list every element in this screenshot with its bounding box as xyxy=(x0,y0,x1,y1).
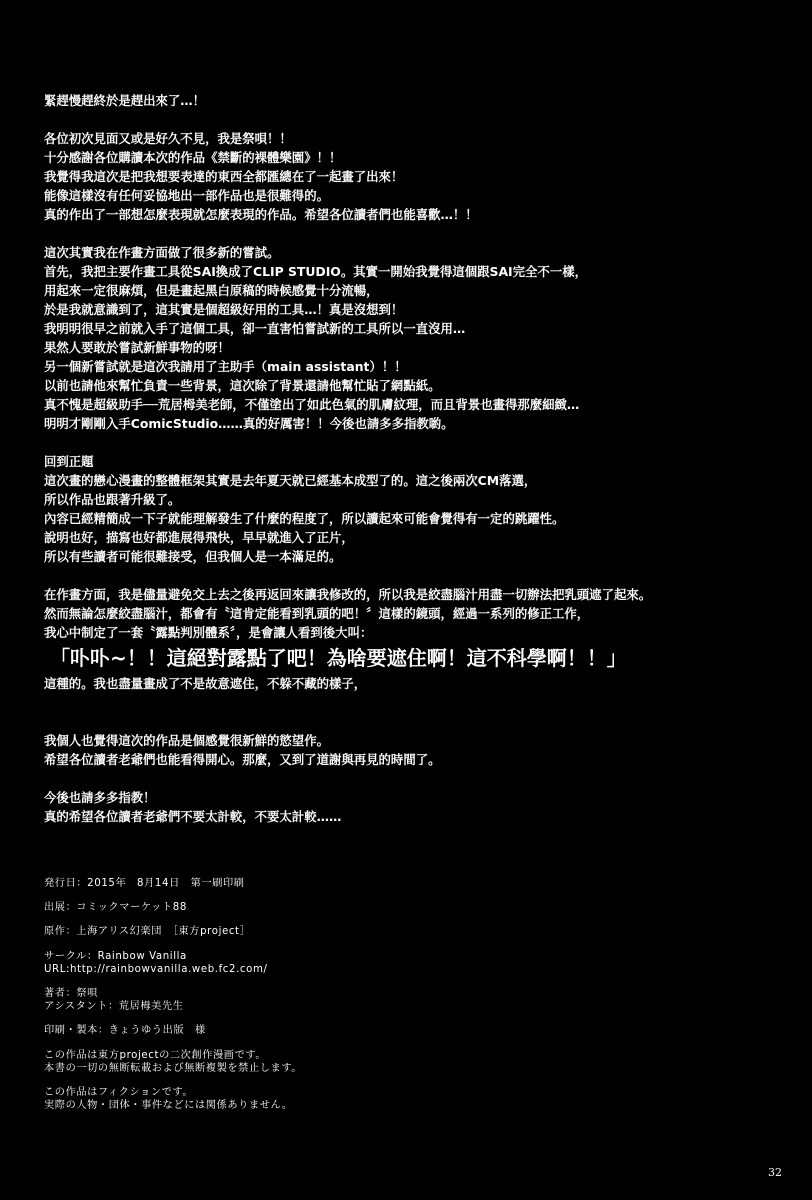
afterword-line: 我明明很早之前就入手了這個工具，卻一直害怕嘗試新的工具所以一直沒用… xyxy=(44,321,466,336)
afterword-line: 我覺得我這次是把我想要表達的東西全都匯總在了一起畫了出來！ xyxy=(44,169,404,184)
copyright-notice: 本書の一切の無断転載および無断複製を禁止します。 xyxy=(44,1062,303,1074)
copyright-notice: この作品は東方projectの二次創作漫画です。 xyxy=(44,1049,267,1061)
event-name: 出展：コミックマーケット88 xyxy=(44,902,187,914)
colophon xyxy=(44,877,644,1112)
author: 著者：祭唄 xyxy=(44,987,98,999)
afterword-line: 真不愧是超級助手──荒居栂美老師，不僅塗出了如此色氣的肌膚紋理，而且背景也畫得那麼細緻… xyxy=(44,397,580,412)
afterword-line: 十分感謝各位購讀本次的作品《禁斷的裸體樂園》！！ xyxy=(44,150,342,165)
afterword-line: 果然人要敢於嘗試新鮮事物的呀！ xyxy=(44,340,230,355)
afterword-line: 以前也請他來幫忙負責一些背景，這次除了背景還請他幫忙貼了網點紙。 xyxy=(44,378,441,393)
circle-name: サークル：Rainbow Vanilla xyxy=(44,950,187,962)
afterword-line: 緊趕慢趕終於是趕出來了…！ xyxy=(44,93,206,108)
printer: 印刷・製本：きょうゆう出版 様 xyxy=(44,1025,206,1037)
afterword-line: 用起來一定很麻煩，但是畫起黑白原稿的時候感覺十分流暢， xyxy=(44,283,379,298)
afterword-line: 所以作品也跟著升級了。 xyxy=(44,492,181,507)
afterword-line: 明明才剛剛入手ComicStudio……真的好厲害！！今後也請多多指教喲。 xyxy=(44,416,454,431)
afterword-line: 然而無論怎麼絞盡腦汁，都會有〝這肯定能看到乳頭的吧！〞這樣的鏡頭，經過一系列的修正工作， xyxy=(44,606,590,621)
afterword-line: 能像這樣沒有任何妥協地出一部作品也是很難得的。 xyxy=(44,188,329,203)
afterword-line: 這次其實我在作畫方面做了很多新的嘗試。 xyxy=(44,245,280,260)
fiction-notice: 実際の人物・団体・事件などには関係ありません。 xyxy=(44,1100,293,1112)
assistant: アシスタント：荒居栂美先生 xyxy=(44,1001,184,1013)
afterword-text xyxy=(44,91,784,826)
afterword-line: 於是我就意識到了，這其實是個超級好用的工具…！真是沒想到！ xyxy=(44,302,404,317)
circle-url: URL:http://rainbowvanilla.web.fc2.com/ xyxy=(44,963,268,975)
afterword-line: 真的希望各位讀者老爺們不要太計較，不要太計較…… xyxy=(44,809,342,824)
afterword-line: 我心中制定了一套〝露點判別體系〞，是會讓人看到後大叫： xyxy=(44,625,373,640)
afterword-line: 另一個新嘗試就是這次我請用了主助手（main assistant）！！ xyxy=(44,359,407,374)
afterword-line: 回到正題 xyxy=(44,454,94,469)
afterword-line: 真的作出了一部想怎麼表現就怎麼表現的作品。希望各位讀者們也能喜歡…！！ xyxy=(44,207,478,222)
afterword-line: 各位初次見面又或是好久不見，我是祭唄！！ xyxy=(44,131,292,146)
afterword-line: 內容已經精簡成一下子就能理解發生了什麼的程度了，所以讀起來可能會覺得有一定的跳躍性。 xyxy=(44,511,565,526)
fiction-notice: この作品はフィクションです。 xyxy=(44,1086,194,1098)
afterword-line: 我個人也覺得這次的作品是個感覺很新鮮的慾望作。 xyxy=(44,733,329,748)
afterword-line: 今後也請多多指教！ xyxy=(44,790,156,805)
original-work: 原作：上海アリス幻楽団 ［東方project］ xyxy=(44,926,251,938)
afterword-line: 在作畫方面，我是儘量避免交上去之後再返回來讓我修改的，所以我是絞盡腦汁用盡一切辦法把乳頭遮了起來。 xyxy=(44,587,652,602)
exclamation-quote: 「卟卟~！！這絕對露點了吧！為啥要遮住啊！這不科學啊！！」 xyxy=(50,646,627,670)
afterword-line: 希望各位讀者老爺們也能看得開心。那麼，又到了道謝與再見的時間了。 xyxy=(44,752,441,767)
afterword-line: 說明也好，描寫也好都進展得飛快，早早就進入了正片， xyxy=(44,530,354,545)
issue-date: 発行日：2015年 8月14日 第一刷印刷 xyxy=(44,878,245,889)
afterword-line: 這次畫的戀心漫畫的整體框架其實是去年夏天就已經基本成型了的。這之後兩次CM落選， xyxy=(44,473,537,488)
page-number: 32 xyxy=(768,1166,782,1179)
afterword-line: 這種的。我也盡量畫成了不是故意遮住，不躲不藏的樣子， xyxy=(44,676,367,691)
afterword-line: 所以有些讀者可能很難接受，但我個人是一本滿足的。 xyxy=(44,549,342,564)
afterword-line: 首先，我把主要作畫工具從SAI換成了CLIP STUDIO。其實一開始我覺得這個跟SAI完全不一樣， xyxy=(44,264,587,279)
